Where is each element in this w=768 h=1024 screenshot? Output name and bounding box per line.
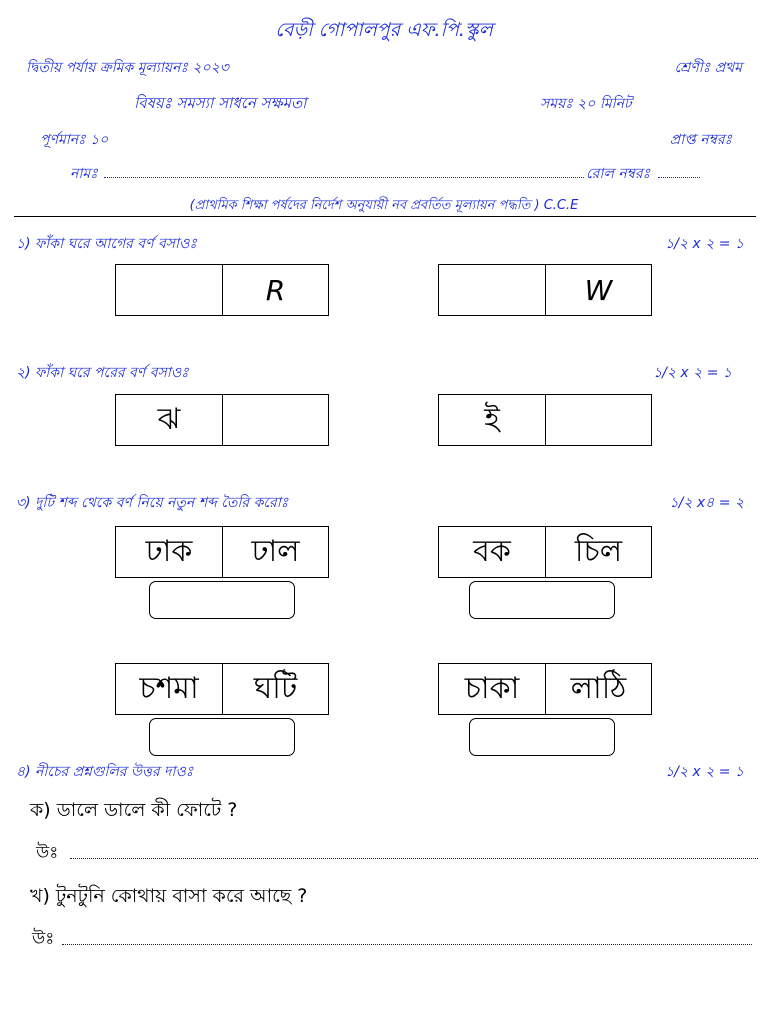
q3-word: ঢাল [222, 527, 328, 577]
q3-answer-box[interactable] [469, 581, 615, 619]
q3-word: চশমা [139, 670, 199, 706]
q3-answer-box[interactable] [149, 581, 295, 619]
q3-marks: ১/২ x৪ = ২ [669, 495, 744, 511]
q2-box-pair [115, 394, 329, 446]
q1-box-pair [115, 264, 329, 316]
time-label: সময়ঃ ২০ মিনিট [540, 96, 632, 112]
q3-word: লাঠি [545, 664, 651, 714]
q1-label: ১) ফাঁকা ঘরে আগের বর্ণ বসাওঃ [16, 236, 197, 252]
q4-question-a: ক) ডালে ডালে কী ফোটে ? [30, 799, 238, 821]
q1-answer-cell[interactable] [116, 265, 222, 315]
name-field[interactable] [104, 176, 584, 178]
q3-word: বক [473, 533, 511, 569]
obtained-marks-label: প্রাপ্ত নম্বরঃ [669, 132, 732, 148]
q2-given-letter: ই [484, 401, 500, 437]
q1-given-letter: W [545, 265, 651, 315]
q4-marks: ১/২ x ২ = ১ [665, 764, 744, 780]
q2-marks: ১/২ x ২ = ১ [653, 365, 732, 381]
q2-given-letter: ঝ [157, 401, 181, 437]
cce-note: (প্রাথমিক শিক্ষা পর্ষদের নির্দেশ অনুযায়ী নব প্রবর্তিত মূল্যায়ন পদ্ধতি ) C.C.E [189, 198, 579, 213]
q4-answer-line-a[interactable] [70, 857, 758, 859]
q4-answer-label-b: উঃ [32, 929, 55, 949]
q4-question-b: খ) টুনটুনি কোথায় বাসা করে আছে ? [30, 885, 308, 907]
q2-answer-cell[interactable] [222, 395, 328, 445]
roll-label: রোল নম্বরঃ [586, 166, 651, 182]
q3-word: ঘটি [222, 664, 328, 714]
header-divider [14, 216, 756, 217]
q3-word-pair [438, 663, 652, 715]
q2-box-pair [438, 394, 652, 446]
full-marks-label: পূর্ণমানঃ ১০ [40, 132, 109, 148]
q3-answer-box[interactable] [469, 718, 615, 756]
q1-marks: ১/২ x ২ = ১ [665, 236, 744, 252]
q4-answer-line-b[interactable] [62, 943, 752, 945]
q4-label: ৪) নীচের প্রশ্নগুলির উত্তর দাওঃ [16, 764, 194, 780]
subject-label: বিষয়ঃ সমস্যা সাধনে সক্ষমতা [134, 94, 307, 112]
q3-answer-box[interactable] [149, 718, 295, 756]
q3-word-pair [438, 526, 652, 578]
q2-answer-cell[interactable] [545, 395, 651, 445]
q1-answer-cell[interactable] [439, 265, 545, 315]
q4-answer-label-a: উঃ [36, 843, 59, 863]
q3-label: ৩) দুটি শব্দ থেকে বর্ণ নিয়ে নতুন শব্দ তৈরি করোঃ [16, 495, 289, 511]
name-label: নামঃ [70, 166, 98, 182]
q3-word-pair [115, 663, 329, 715]
q3-word: ঢাক [145, 533, 193, 569]
q2-label: ২) ফাঁকা ঘরে পরের বর্ণ বসাওঃ [16, 365, 189, 381]
school-name: বেড়ী গোপালপুর এফ.পি.স্কুল [275, 19, 493, 41]
exam-title: দ্বিতীয় পর্যায় ক্রমিক মূল্যায়নঃ ২০২৩ [26, 60, 229, 76]
q3-word: চাকা [464, 670, 520, 706]
q3-word-pair [115, 526, 329, 578]
q1-given-letter: R [222, 265, 328, 315]
class-label: শ্রেণীঃ প্রথম [674, 60, 742, 76]
roll-field[interactable] [658, 176, 700, 178]
q3-word: চিল [545, 527, 651, 577]
q1-box-pair [438, 264, 652, 316]
